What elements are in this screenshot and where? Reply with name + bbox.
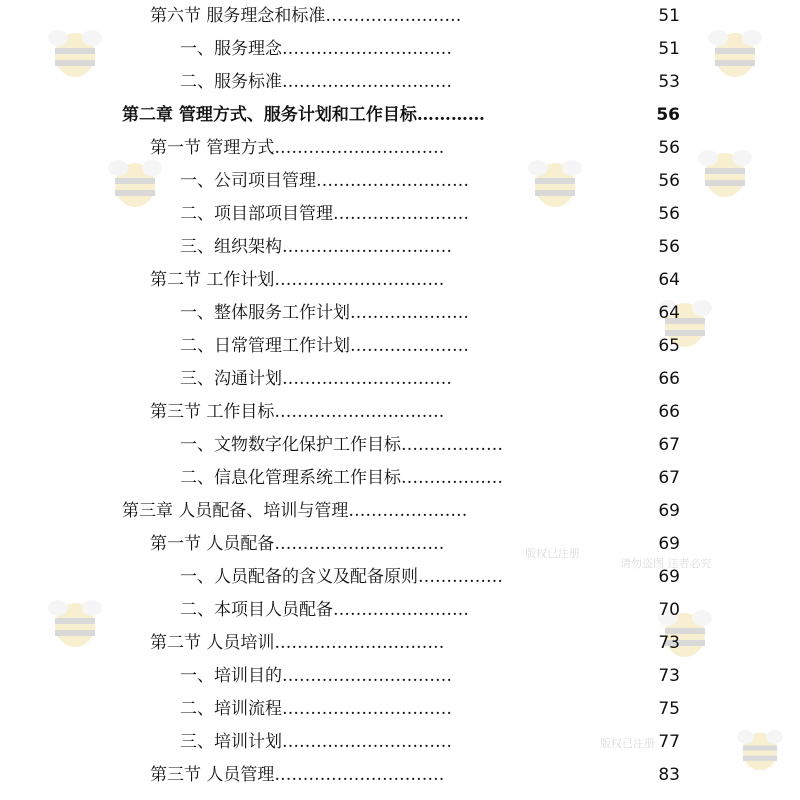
toc-entry-title: 二、本项目人员配备……………………	[180, 600, 469, 620]
watermark-notice: 请勿盗图 违者必究	[620, 557, 712, 570]
toc-entry-page-number: 75	[658, 699, 680, 719]
toc-entry[interactable]	[0, 132, 800, 165]
toc-entry-title: 二、服务标准…………………………	[180, 72, 452, 92]
toc-entry-title: 第一节 人员配备…………………………	[150, 534, 445, 554]
toc-entry[interactable]	[0, 297, 800, 330]
toc-entry[interactable]	[0, 0, 800, 33]
toc-entry-page-number: 83	[658, 765, 680, 785]
toc-entry[interactable]	[0, 429, 800, 462]
toc-entry-title: 二、信息化管理系统工作目标………………	[180, 468, 503, 488]
toc-entry-title: 二、项目部项目管理……………………	[180, 204, 469, 224]
toc-entry-title: 第三章 人员配备、培训与管理…………………	[122, 501, 468, 521]
toc-entry-page-number: 73	[658, 666, 680, 686]
toc-entry-page-number: 56	[658, 237, 680, 257]
toc-entry-title: 第二节 人员培训…………………………	[150, 633, 445, 653]
toc-entry[interactable]	[0, 660, 800, 693]
toc-entry-title: 一、人员配备的含义及配备原则……………	[180, 567, 503, 587]
toc-entry-title: 一、整体服务工作计划…………………	[180, 303, 469, 323]
toc-entry[interactable]	[0, 264, 800, 297]
toc-entry-title: 二、培训流程…………………………	[180, 699, 452, 719]
toc-entry-page-number: 64	[658, 303, 680, 323]
toc-entry-page-number: 53	[658, 72, 680, 92]
toc-entry[interactable]	[0, 330, 800, 363]
toc-entry-page-number: 51	[658, 6, 680, 26]
toc-entry[interactable]	[0, 33, 800, 66]
toc-entry[interactable]	[0, 99, 800, 132]
toc-entry[interactable]	[0, 396, 800, 429]
toc-entry[interactable]	[0, 198, 800, 231]
toc-entry-page-number: 69	[658, 501, 680, 521]
toc-entry[interactable]	[0, 561, 800, 594]
toc-entry-title: 三、沟通计划…………………………	[180, 369, 452, 389]
toc-entry-page-number: 67	[658, 435, 680, 455]
toc-entry-title: 一、公司项目管理………………………	[180, 171, 469, 191]
toc-entry[interactable]	[0, 462, 800, 495]
toc-entry-page-number: 73	[658, 633, 680, 653]
toc-entry[interactable]	[0, 231, 800, 264]
toc-entry-page-number: 70	[658, 600, 680, 620]
toc-entry-title: 第二章 管理方式、服务计划和工作目标…………	[122, 105, 485, 125]
toc-entry-page-number: 56	[656, 105, 680, 125]
toc-entry[interactable]	[0, 363, 800, 396]
toc-entry-title: 第二节 工作计划…………………………	[150, 270, 445, 290]
toc-entry-page-number: 67	[658, 468, 680, 488]
toc-entry-title: 第六节 服务理念和标准……………………	[150, 6, 462, 26]
toc-entry-title: 三、组织架构…………………………	[180, 237, 452, 257]
toc-entry-title: 二、日常管理工作计划…………………	[180, 336, 469, 356]
toc-entry-page-number: 51	[658, 39, 680, 59]
toc-entry-page-number: 69	[658, 534, 680, 554]
toc-entry[interactable]	[0, 528, 800, 561]
toc-entry-title: 一、文物数字化保护工作目标………………	[180, 435, 503, 455]
toc-entry[interactable]	[0, 693, 800, 726]
toc-entry-title: 第三节 工作目标…………………………	[150, 402, 445, 422]
toc-entry-page-number: 66	[658, 369, 680, 389]
toc-entry[interactable]	[0, 627, 800, 660]
watermark-notice: 版权已注册	[525, 547, 580, 560]
watermark-notice: 版权已注册	[600, 737, 655, 750]
toc-entry-page-number: 66	[658, 402, 680, 422]
toc-entry[interactable]	[0, 495, 800, 528]
toc-entry-title: 第一节 管理方式…………………………	[150, 138, 445, 158]
toc-entry[interactable]	[0, 726, 800, 759]
toc-entry-page-number: 56	[658, 171, 680, 191]
toc-entry-page-number: 56	[658, 204, 680, 224]
toc-entry[interactable]	[0, 594, 800, 627]
toc-entry-title: 一、服务理念…………………………	[180, 39, 452, 59]
toc-entry-page-number: 65	[658, 336, 680, 356]
toc-entry-title: 一、培训目的…………………………	[180, 666, 452, 686]
toc-entry-page-number: 77	[658, 732, 680, 752]
toc-entry-page-number: 64	[658, 270, 680, 290]
toc-entry-title: 第三节 人员管理…………………………	[150, 765, 445, 785]
toc-entry-page-number: 56	[658, 138, 680, 158]
toc-entry-page-number: 69	[658, 567, 680, 587]
toc-entry-title: 三、培训计划…………………………	[180, 732, 452, 752]
toc-entry[interactable]	[0, 66, 800, 99]
toc-entry[interactable]	[0, 759, 800, 792]
toc-entry[interactable]	[0, 165, 800, 198]
